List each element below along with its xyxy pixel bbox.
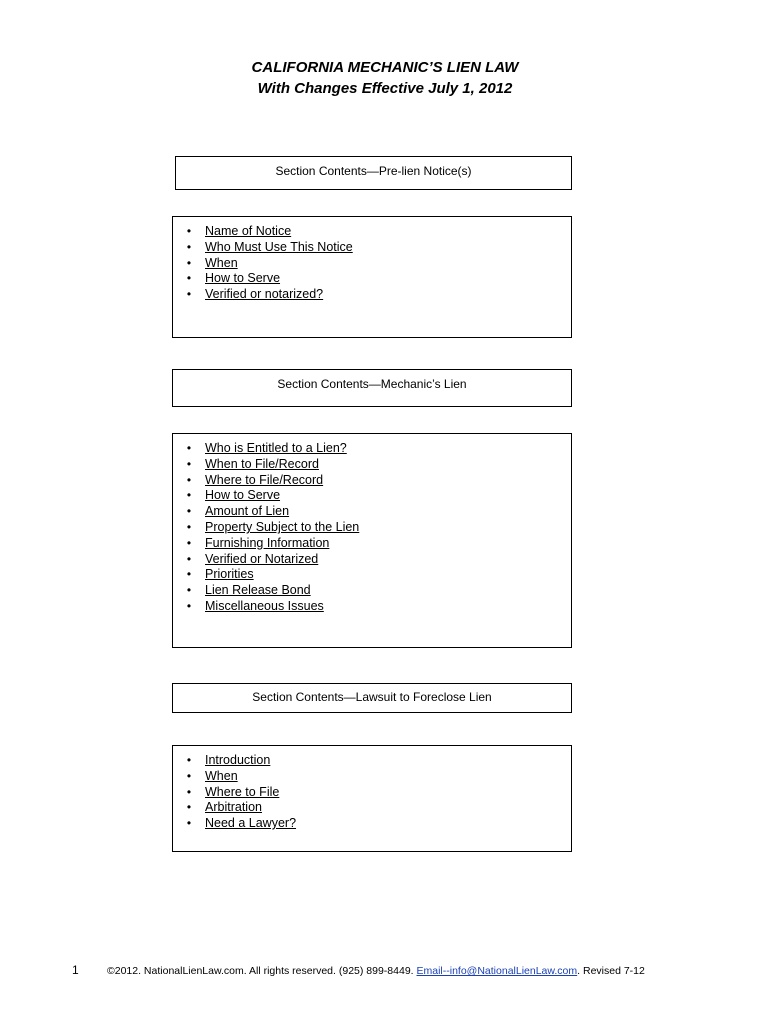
- list-item: [183, 441, 359, 457]
- list-item: [183, 520, 359, 536]
- bullet-icon: •: [186, 753, 192, 767]
- section-header-mechanics-lien: [172, 369, 572, 407]
- link-miscellaneous-issues[interactable]: Miscellaneous Issues: [205, 598, 324, 613]
- bullet-icon: •: [186, 768, 192, 783]
- section-list-pre-lien: [172, 216, 572, 338]
- link-lien-release-bond[interactable]: Lien Release Bond: [205, 583, 311, 598]
- link-priorities[interactable]: Priorities: [205, 567, 254, 582]
- link-list: [183, 753, 296, 832]
- list-item: [183, 800, 296, 816]
- bullet-icon: •: [186, 504, 192, 519]
- bullet-icon: •: [186, 535, 192, 550]
- bullet-icon: •: [186, 255, 192, 270]
- link-verified-or-notarized[interactable]: Verified or notarized?: [205, 287, 324, 302]
- bullet-icon: •: [186, 519, 192, 534]
- bullet-icon: •: [186, 551, 192, 566]
- list-item: [183, 599, 359, 615]
- list-item: [183, 457, 359, 473]
- list-item: [183, 583, 359, 599]
- list-item: [183, 753, 296, 769]
- page-number: 1: [72, 963, 79, 977]
- bullet-icon: •: [186, 816, 192, 831]
- bullet-icon: •: [186, 567, 192, 582]
- link-who-is-entitled[interactable]: Who is Entitled to a Lien?: [205, 441, 347, 455]
- bullet-icon: •: [186, 287, 192, 302]
- section-header-pre-lien: [175, 156, 572, 190]
- list-item: [183, 240, 353, 256]
- bullet-icon: •: [186, 583, 192, 598]
- link-arbitration[interactable]: Arbitration: [205, 800, 262, 815]
- footer-copyright: ©2012. NationalLienLaw.com. All rights reserved. (925) 899-8449.: [107, 965, 417, 977]
- link-introduction[interactable]: Introduction: [205, 753, 271, 767]
- list-item: [183, 488, 359, 504]
- list-item: [183, 785, 296, 801]
- section-header-label: Section Contents—Mechanic’s Lien: [277, 377, 467, 391]
- list-item: [183, 287, 353, 303]
- list-item: [183, 552, 359, 568]
- bullet-icon: •: [186, 456, 192, 471]
- link-how-to-serve[interactable]: How to Serve: [205, 488, 281, 503]
- footer-revised: . Revised 7-12: [577, 965, 645, 977]
- link-need-a-lawyer[interactable]: Need a Lawyer?: [205, 816, 297, 831]
- document-title-block: [0, 57, 770, 99]
- list-item: [183, 816, 296, 832]
- list-item: [183, 536, 359, 552]
- section-list-lawsuit: [172, 745, 572, 852]
- bullet-icon: •: [186, 239, 192, 254]
- footer-text: [107, 965, 645, 977]
- list-item: [183, 224, 353, 240]
- link-where-to-file[interactable]: Where to File: [205, 784, 280, 799]
- bullet-icon: •: [186, 224, 192, 238]
- list-item: [183, 271, 353, 287]
- list-item: [183, 504, 359, 520]
- list-item: [183, 769, 296, 785]
- footer-email-link[interactable]: Email--info@NationalLienLaw.com: [416, 965, 578, 977]
- link-furnishing-information[interactable]: Furnishing Information: [205, 535, 330, 550]
- link-list: [183, 441, 359, 615]
- bullet-icon: •: [186, 784, 192, 799]
- link-amount-of-lien[interactable]: Amount of Lien: [205, 504, 290, 519]
- link-where-to-file[interactable]: Where to File/Record: [205, 472, 324, 487]
- link-who-must-use-this-notice[interactable]: Who Must Use This Notice: [205, 239, 353, 254]
- section-header-lawsuit: [172, 683, 572, 713]
- link-verified-or-notarized[interactable]: Verified or Notarized: [205, 551, 319, 566]
- section-list-mechanics-lien: [172, 433, 572, 648]
- document-subtitle: With Changes Effective July 1, 2012: [257, 80, 513, 97]
- bullet-icon: •: [186, 800, 192, 815]
- bullet-icon: •: [186, 488, 192, 503]
- link-when[interactable]: When: [205, 255, 238, 270]
- link-name-of-notice[interactable]: Name of Notice: [205, 224, 292, 238]
- bullet-icon: •: [186, 472, 192, 487]
- link-when-to-file[interactable]: When to File/Record: [205, 456, 319, 471]
- bullet-icon: •: [186, 441, 192, 455]
- list-item: [183, 473, 359, 489]
- document-title: CALIFORNIA MECHANIC’S LIEN LAW: [251, 59, 519, 76]
- link-when[interactable]: When: [205, 768, 238, 783]
- section-header-label: Section Contents—Lawsuit to Foreclose Lien: [252, 690, 492, 704]
- bullet-icon: •: [186, 271, 192, 286]
- bullet-icon: •: [186, 598, 192, 613]
- section-header-label: Section Contents—Pre-lien Notice(s): [275, 164, 472, 178]
- list-item: [183, 256, 353, 272]
- link-how-to-serve[interactable]: How to Serve: [205, 271, 281, 286]
- link-property-subject[interactable]: Property Subject to the Lien: [205, 519, 360, 534]
- link-list: [183, 224, 353, 303]
- list-item: [183, 567, 359, 583]
